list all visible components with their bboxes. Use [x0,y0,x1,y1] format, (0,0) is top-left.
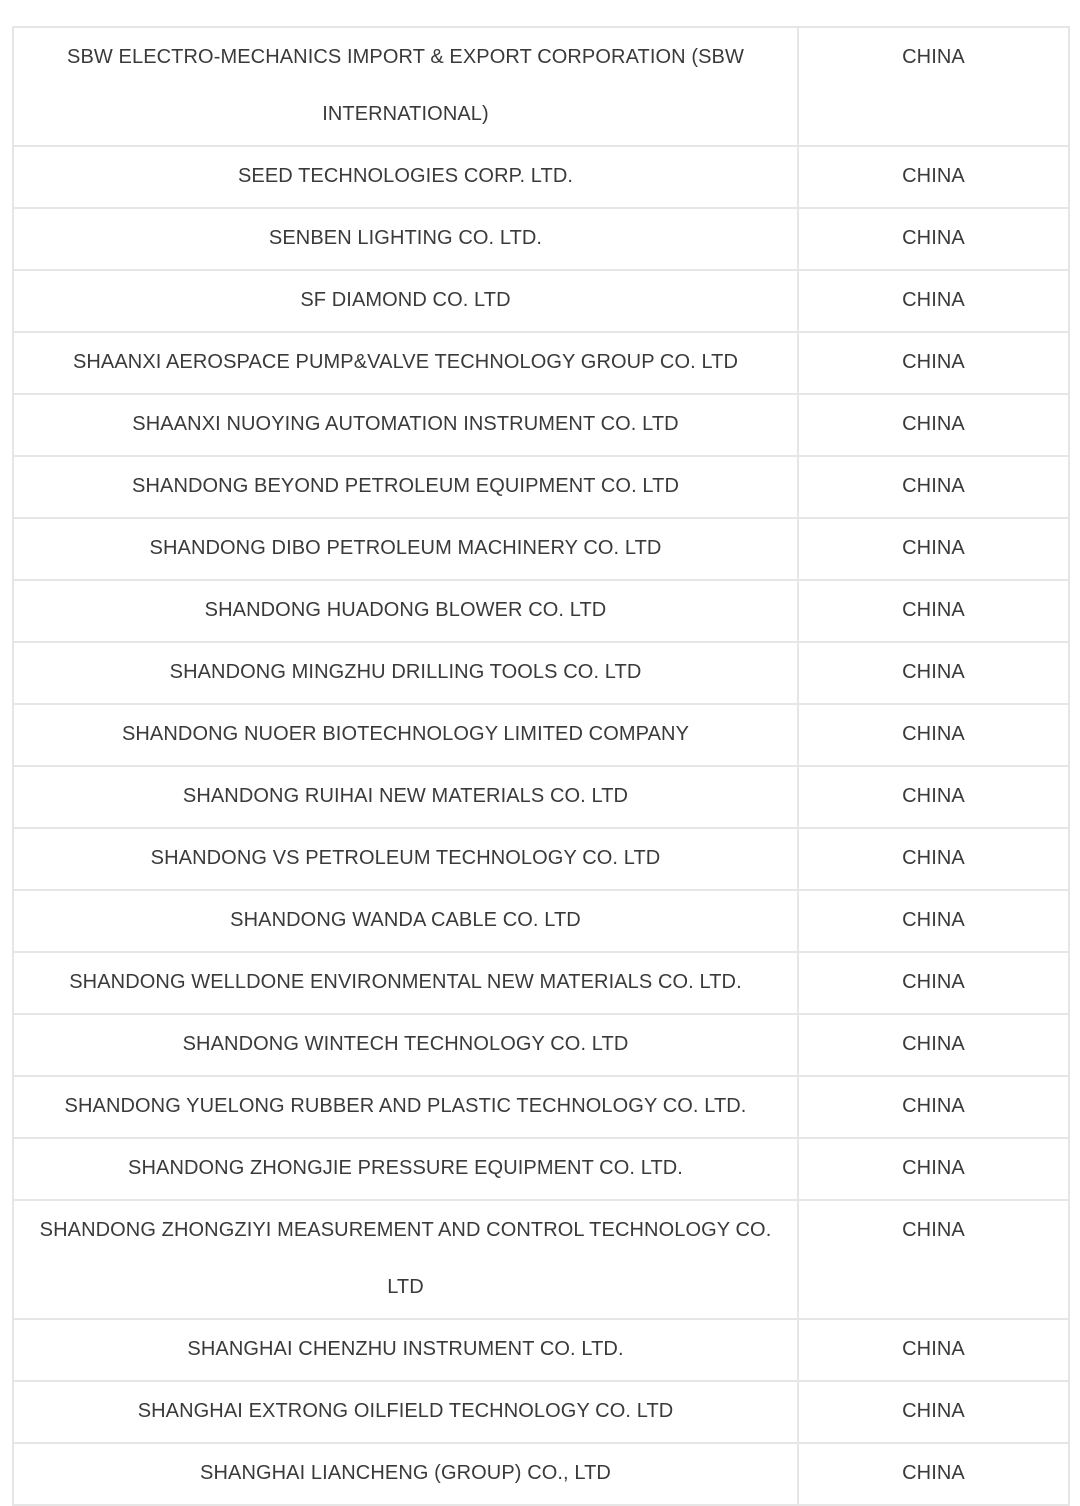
table-row [13,642,1069,704]
company-name-cell: SHANDONG HUADONG BLOWER CO. LTD [13,580,798,642]
table-row [13,27,1069,146]
company-name-cell: SHANDONG MINGZHU DRILLING TOOLS CO. LTD [13,642,798,704]
company-name-cell: SHANDONG WELLDONE ENVIRONMENTAL NEW MATERIALS CO. LTD. [13,952,798,1014]
table-row [13,518,1069,580]
country-cell: CHINA [798,27,1069,146]
company-name-cell: SHANDONG VS PETROLEUM TECHNOLOGY CO. LTD [13,828,798,890]
company-name-cell: SHANDONG BEYOND PETROLEUM EQUIPMENT CO. LTD [13,456,798,518]
company-name-cell: SHANDONG ZHONGJIE PRESSURE EQUIPMENT CO. LTD. [13,1138,798,1200]
table-row [13,1138,1069,1200]
country-cell: CHINA [798,1319,1069,1381]
table-row [13,704,1069,766]
table-row [13,890,1069,952]
country-cell: CHINA [798,580,1069,642]
company-country-table [12,26,1070,1506]
country-cell: CHINA [798,890,1069,952]
company-name-cell: SF DIAMOND CO. LTD [13,270,798,332]
country-cell: CHINA [798,270,1069,332]
company-name-cell: SHANGHAI EXTRONG OILFIELD TECHNOLOGY CO. LTD [13,1381,798,1443]
country-cell: CHINA [798,1200,1069,1319]
company-name-cell: SHANDONG DIBO PETROLEUM MACHINERY CO. LTD [13,518,798,580]
table-row [13,208,1069,270]
table-row [13,1443,1069,1505]
country-cell: CHINA [798,208,1069,270]
country-cell: CHINA [798,1138,1069,1200]
company-name-cell: SENBEN LIGHTING CO. LTD. [13,208,798,270]
table-body [13,27,1069,1505]
table-row [13,394,1069,456]
table-row [13,766,1069,828]
country-cell: CHINA [798,518,1069,580]
table-row [13,270,1069,332]
country-cell: CHINA [798,766,1069,828]
country-cell: CHINA [798,1381,1069,1443]
table-row [13,952,1069,1014]
company-name-cell: SHANGHAI CHENZHU INSTRUMENT CO. LTD. [13,1319,798,1381]
country-cell: CHINA [798,828,1069,890]
company-name-cell: SHANDONG RUIHAI NEW MATERIALS CO. LTD [13,766,798,828]
table-row [13,1200,1069,1319]
company-name-cell: SHAANXI NUOYING AUTOMATION INSTRUMENT CO. LTD [13,394,798,456]
country-cell: CHINA [798,642,1069,704]
table-row [13,828,1069,890]
company-name-cell: SHANDONG ZHONGZIYI MEASUREMENT AND CONTROL TECHNOLOGY CO. LTD [13,1200,798,1319]
country-cell: CHINA [798,1443,1069,1505]
table-row [13,1014,1069,1076]
table-row [13,332,1069,394]
table-row [13,1381,1069,1443]
country-cell: CHINA [798,394,1069,456]
company-name-cell: SHANGHAI LIANCHENG (GROUP) CO., LTD [13,1443,798,1505]
country-cell: CHINA [798,1076,1069,1138]
table-row [13,146,1069,208]
country-cell: CHINA [798,1014,1069,1076]
country-cell: CHINA [798,952,1069,1014]
company-table-container [12,26,1068,1506]
table-row [13,580,1069,642]
company-name-cell: SHANDONG WANDA CABLE CO. LTD [13,890,798,952]
table-row [13,1319,1069,1381]
country-cell: CHINA [798,456,1069,518]
company-name-cell: SEED TECHNOLOGIES CORP. LTD. [13,146,798,208]
company-name-cell: SHANDONG YUELONG RUBBER AND PLASTIC TECHNOLOGY CO. LTD. [13,1076,798,1138]
company-name-cell: SBW ELECTRO-MECHANICS IMPORT & EXPORT CORPORATION (SBW INTERNATIONAL) [13,27,798,146]
company-name-cell: SHAANXI AEROSPACE PUMP&VALVE TECHNOLOGY GROUP CO. LTD [13,332,798,394]
country-cell: CHINA [798,146,1069,208]
country-cell: CHINA [798,704,1069,766]
country-cell: CHINA [798,332,1069,394]
table-row [13,456,1069,518]
company-name-cell: SHANDONG WINTECH TECHNOLOGY CO. LTD [13,1014,798,1076]
table-row [13,1076,1069,1138]
company-name-cell: SHANDONG NUOER BIOTECHNOLOGY LIMITED COMPANY [13,704,798,766]
